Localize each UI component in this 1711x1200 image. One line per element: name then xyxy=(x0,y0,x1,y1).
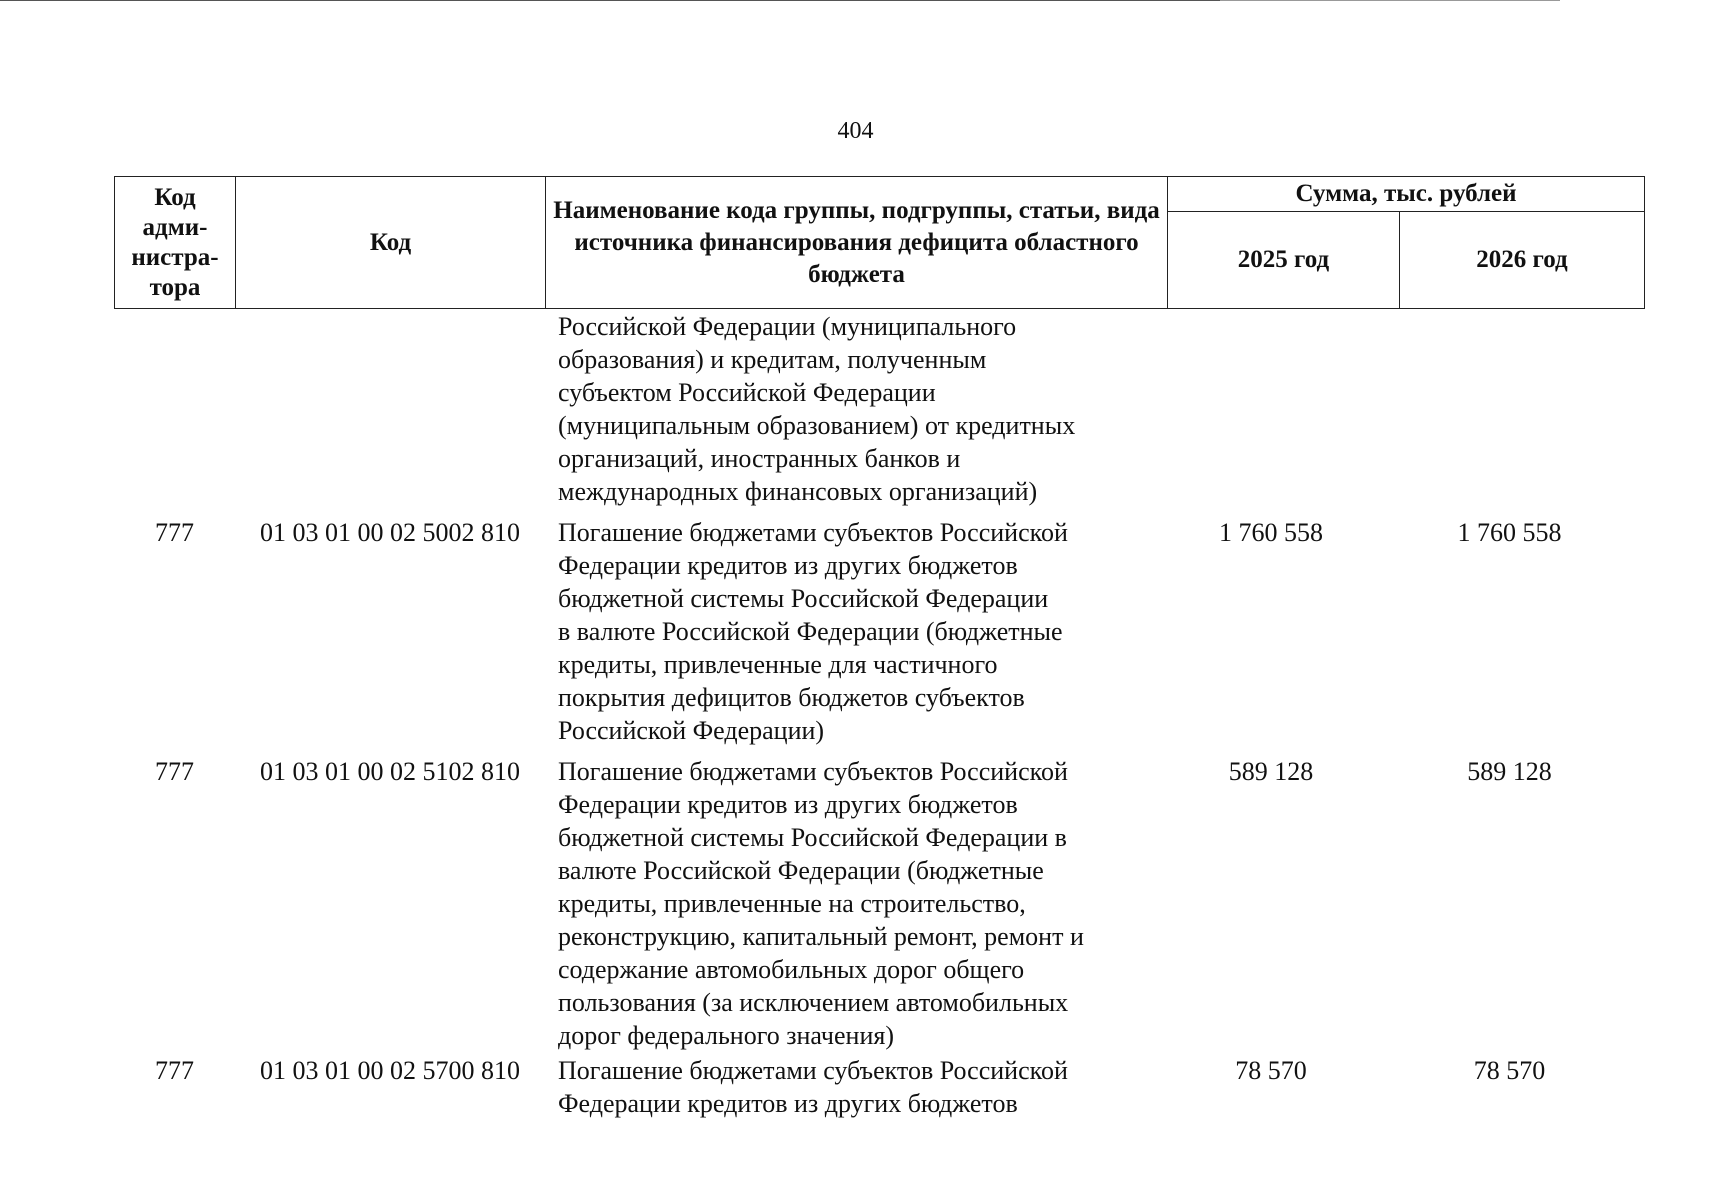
top-border-line-right xyxy=(1220,0,1560,1)
cell-name: Российской Федерации (муниципального образования) и кредитам, полученным субъектом Российской Федерации (муниципальным образованием) от кредитных организаций, иностранных банков и международных финансовых организаций) xyxy=(558,312,1076,506)
cell-admin: 777 xyxy=(155,1056,194,1085)
cell-code: 01 03 01 00 02 5002 810 xyxy=(260,518,520,547)
cell-2026: 1 760 558 xyxy=(1457,518,1562,547)
header-admin-code-text: Код адми- нистра- тора xyxy=(131,183,219,301)
cell-name: Погашение бюджетами субъектов Российской Федерации кредитов из других бюджетов бюджетной системы Российской Федерации в валюте Российской Федерации (бюджетные кредиты, привлеченные на строительство, реконструкцию, капитальный ремонт, ремонт и содержание автомобильных дорог общего пользования (за исключением автомобильных дорог федерального значения) xyxy=(558,757,1084,1050)
table-body xyxy=(114,310,1644,1120)
cell-2025: 1 760 558 xyxy=(1219,518,1323,547)
table-row xyxy=(114,1054,1644,1120)
cell-2026: 589 128 xyxy=(1467,757,1552,786)
table-header xyxy=(114,176,1645,309)
cell-admin: 777 xyxy=(155,757,194,786)
header-name: Наименование кода группы, подгруппы, статьи, вида источника финансирования дефицита областного бюджета xyxy=(546,177,1168,309)
cell-2025: 589 128 xyxy=(1228,757,1314,786)
cell-name: Погашение бюджетами субъектов Российской Федерации кредитов из других бюджетов xyxy=(558,1056,1068,1118)
header-year-2026: 2026 год xyxy=(1400,212,1645,309)
cell-2025: 78 570 xyxy=(1235,1056,1307,1085)
header-code: Код xyxy=(236,177,546,309)
header-sum: Сумма, тыс. рублей xyxy=(1168,177,1645,212)
table-row-continuation xyxy=(114,310,1644,508)
top-border-line xyxy=(0,0,1220,1)
cell-name: Погашение бюджетами субъектов Российской Федерации кредитов из других бюджетов бюджетной системы Российской Федерации в валюте Российской Федерации (бюджетные кредиты, привлеченные для частичного покрытия дефицитов бюджетов субъектов Российской Федерации) xyxy=(558,518,1068,745)
header-admin-code xyxy=(115,177,236,309)
cell-code: 01 03 01 00 02 5102 810 xyxy=(260,757,520,786)
table-row xyxy=(114,755,1644,1052)
page-number: 404 xyxy=(837,118,874,144)
cell-admin: 777 xyxy=(155,518,194,547)
header-year-2025: 2025 год xyxy=(1168,212,1400,309)
table-row xyxy=(114,516,1644,747)
cell-2026: 78 570 xyxy=(1473,1056,1546,1085)
cell-code: 01 03 01 00 02 5700 810 xyxy=(260,1056,520,1085)
